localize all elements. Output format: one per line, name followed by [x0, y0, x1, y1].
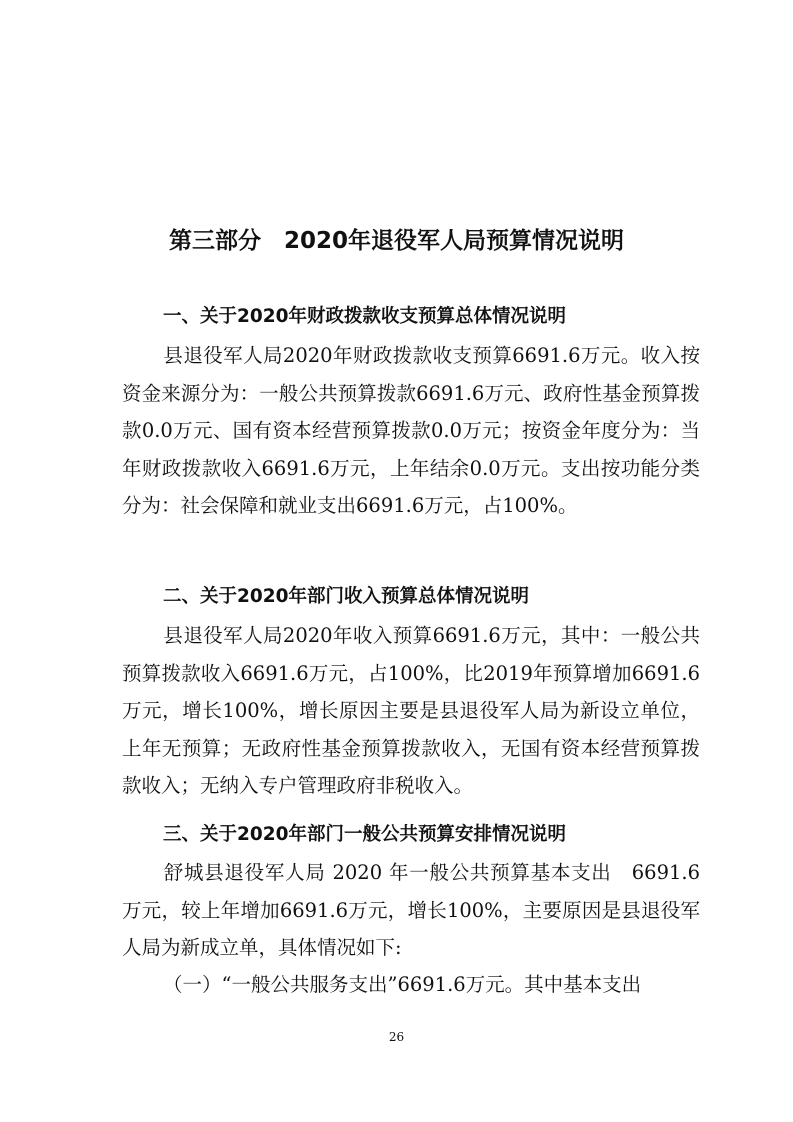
section-paragraph-2: 县退役军人局2020年收入预算6691.6万元，其中：一般公共预算拨款收入6691.6万元，占100%，比2019年预算增加6691.6万元，增长100%，增长原因主要是县退役军人局为新设立单位，上年无预算；无政府性基金预算拨款收入，无国有资本经营预算拨款收入；无纳入专户管理政府非税收入。	[122, 624, 700, 798]
section-heading-3: 三、关于2020年部门一般公共预算安排情况说明	[163, 824, 566, 845]
section-paragraph-3: 舒城县退役军人局 2020 年一般公共预算基本支出 6691.6万元，较上年增加6691.6万元，增长100%，主要原因是县退役军人局为新成立单，具体情况如下:	[122, 861, 700, 960]
continued-line: （一）“一般公共服务支出”6691.6万元。其中基本支出	[163, 973, 642, 996]
section-heading-2: 二、关于2020年部门收入预算总体情况说明	[163, 586, 529, 607]
page-number: 26	[388, 1030, 405, 1044]
section-heading-1: 一、关于2020年财政拨款收支预算总体情况说明	[163, 306, 566, 327]
page-title: 第三部分 2020年退役军人局预算情况说明	[168, 228, 624, 254]
section-paragraph-1: 县退役军人局2020年财政拨款收支预算6691.6万元。收入按资金来源分为：一般公共预算拨款6691.6万元、政府性基金预算拨款0.0万元、国有资本经营预算拨款0.0万元；按资金年度分为：当年财政拨款收入6691.6万元，上年结余0.0万元。支出按功能分类分为：社会保障和就业支出6691.6万元，占100%。	[122, 344, 700, 518]
